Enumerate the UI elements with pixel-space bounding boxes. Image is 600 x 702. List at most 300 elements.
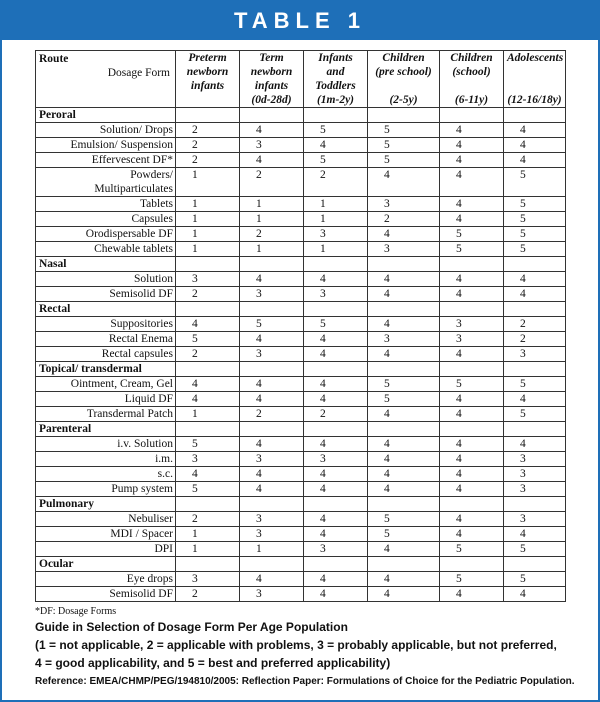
dosage-form-cell — [36, 212, 176, 227]
score-cell: 4 — [304, 377, 368, 392]
score-cell: 5 — [304, 317, 368, 332]
table-row — [36, 482, 566, 497]
dosage-form-cell — [36, 527, 176, 542]
score-cell: 4 — [240, 272, 304, 287]
header-row — [36, 51, 566, 108]
score-cell: 4 — [368, 542, 440, 557]
table-row — [36, 377, 566, 392]
column-header-line — [507, 65, 562, 79]
dosage-form-name: Rectal capsules — [101, 348, 173, 360]
section-empty-cell — [304, 557, 368, 572]
column-header-line: Term — [259, 52, 284, 64]
column-header-line: and — [326, 66, 345, 78]
dosage-form-cell — [36, 452, 176, 467]
score-cell: 4 — [440, 197, 504, 212]
dosage-form-cell — [36, 197, 176, 212]
score-cell: 3 — [240, 512, 304, 527]
route-label: Route — [39, 53, 69, 65]
score-cell: 4 — [504, 527, 566, 542]
section-empty-cell — [368, 362, 440, 377]
score-cell: 4 — [240, 123, 304, 138]
score-cell: 1 — [176, 212, 240, 227]
table-row — [36, 317, 566, 332]
section-empty-cell — [176, 497, 240, 512]
score-cell: 4 — [240, 153, 304, 168]
section-empty-cell — [504, 557, 566, 572]
score-cell: 5 — [240, 317, 304, 332]
score-cell: 4 — [440, 123, 504, 138]
score-cell: 5 — [368, 138, 440, 153]
column-header-line — [371, 79, 436, 93]
caption-legend-line-2: 4 = good applicability, and 5 = best and preferred applicability) — [35, 656, 391, 670]
column-header-line: (2-5y) — [389, 94, 418, 106]
table-row — [36, 123, 566, 138]
table-row — [36, 572, 566, 587]
section-route-label: Topical/ transdermal — [36, 362, 176, 377]
dosage-form-cell — [36, 347, 176, 362]
score-cell: 5 — [504, 542, 566, 557]
score-cell: 4 — [304, 527, 368, 542]
section-empty-cell — [440, 497, 504, 512]
score-cell: 5 — [440, 377, 504, 392]
dosage-form-name: Semisolid DF — [109, 588, 173, 600]
dosage-form-name: Eye drops — [126, 573, 173, 585]
score-cell: 3 — [504, 512, 566, 527]
section-row — [36, 302, 566, 317]
column-header-line: infants — [190, 80, 225, 92]
dosage-form-name: MDI / Spacer — [110, 528, 173, 540]
score-cell: 3 — [440, 332, 504, 347]
section-empty-cell — [304, 108, 368, 123]
score-cell: 5 — [440, 227, 504, 242]
column-header-line: (school) — [452, 66, 491, 78]
score-cell: 4 — [368, 407, 440, 422]
table-row — [36, 587, 566, 602]
dosage-form-name: Nebuliser — [128, 513, 173, 525]
section-empty-cell — [368, 557, 440, 572]
table-row — [36, 153, 566, 168]
column-header-preschool — [368, 51, 440, 108]
dosage-form-cell — [36, 317, 176, 332]
dosage-form-name: Powders/ — [130, 169, 173, 181]
table-row — [36, 138, 566, 153]
score-cell: 4 — [304, 482, 368, 497]
score-cell: 5 — [304, 153, 368, 168]
score-cell: 4 — [368, 317, 440, 332]
score-cell: 2 — [176, 512, 240, 527]
section-empty-cell — [504, 108, 566, 123]
section-empty-cell — [440, 362, 504, 377]
table-row — [36, 527, 566, 542]
section-empty-cell — [304, 257, 368, 272]
score-cell: 2 — [176, 347, 240, 362]
section-empty-cell — [504, 362, 566, 377]
score-cell: 4 — [440, 437, 504, 452]
score-cell: 4 — [176, 392, 240, 407]
score-cell: 5 — [504, 572, 566, 587]
section-empty-cell — [440, 557, 504, 572]
score-cell: 1 — [176, 407, 240, 422]
score-cell: 5 — [368, 153, 440, 168]
score-cell: 4 — [176, 467, 240, 482]
score-cell: 4 — [176, 317, 240, 332]
score-cell: 4 — [240, 572, 304, 587]
score-cell: 5 — [304, 123, 368, 138]
score-cell: 4 — [240, 467, 304, 482]
column-header-preterm — [176, 51, 240, 108]
score-cell: 5 — [440, 242, 504, 257]
section-empty-cell — [440, 257, 504, 272]
dosage-form-cell — [36, 482, 176, 497]
score-cell: 4 — [304, 512, 368, 527]
dosage-form-cell — [36, 153, 176, 168]
score-cell: 5 — [368, 527, 440, 542]
score-cell: 4 — [440, 407, 504, 422]
score-cell: 4 — [240, 437, 304, 452]
section-row — [36, 557, 566, 572]
section-route-label: Pulmonary — [36, 497, 176, 512]
dosage-form-cell — [36, 138, 176, 153]
dosage-form-name: Capsules — [131, 213, 173, 225]
score-cell: 4 — [368, 587, 440, 602]
score-cell: 4 — [504, 287, 566, 302]
score-cell: 2 — [304, 168, 368, 197]
column-header-line: Children — [450, 52, 493, 64]
score-cell: 5 — [368, 123, 440, 138]
score-cell: 3 — [304, 542, 368, 557]
column-header-line: infants — [254, 80, 289, 92]
score-cell: 4 — [368, 227, 440, 242]
score-cell: 4 — [368, 437, 440, 452]
score-cell: 4 — [440, 212, 504, 227]
section-empty-cell — [176, 557, 240, 572]
section-empty-cell — [504, 422, 566, 437]
score-cell: 4 — [368, 347, 440, 362]
section-empty-cell — [304, 302, 368, 317]
score-cell: 2 — [240, 227, 304, 242]
dosage-form-name: Transdermal Patch — [86, 408, 173, 420]
score-cell: 3 — [504, 347, 566, 362]
dosage-form-cell — [36, 587, 176, 602]
table-row — [36, 227, 566, 242]
score-cell: 3 — [240, 287, 304, 302]
table-row — [36, 287, 566, 302]
score-cell: 4 — [440, 138, 504, 153]
score-cell: 4 — [176, 377, 240, 392]
dosage-form-cell — [36, 227, 176, 242]
section-row — [36, 108, 566, 123]
column-header-line: Preterm — [188, 52, 227, 64]
score-cell: 4 — [440, 482, 504, 497]
score-cell: 3 — [304, 287, 368, 302]
section-empty-cell — [176, 302, 240, 317]
footnote: *DF: Dosage Forms — [35, 606, 117, 617]
score-cell: 5 — [504, 407, 566, 422]
table-body — [36, 108, 566, 602]
column-header-line: (0d-28d) — [251, 94, 292, 106]
table-row — [36, 467, 566, 482]
score-cell: 5 — [176, 437, 240, 452]
column-header-line — [507, 79, 562, 93]
column-header-adolescents — [504, 51, 566, 108]
table-row — [36, 272, 566, 287]
score-cell: 4 — [504, 272, 566, 287]
score-cell: 5 — [504, 197, 566, 212]
score-cell: 5 — [368, 512, 440, 527]
score-cell: 4 — [504, 153, 566, 168]
score-cell: 3 — [304, 227, 368, 242]
caption-reference: Reference: EMEA/CHMP/PEG/194810/2005: Reflection Paper: Formulations of Choice for the Pediatric Population. — [35, 676, 575, 687]
route-header — [36, 51, 176, 108]
score-cell: 4 — [368, 572, 440, 587]
caption-legend-line-1: (1 = not applicable, 2 = applicable with problems, 3 = probably applicable, but not preferred, — [35, 638, 557, 652]
score-cell: 3 — [504, 467, 566, 482]
section-row — [36, 422, 566, 437]
dosage-form-cell — [36, 287, 176, 302]
score-cell: 4 — [304, 467, 368, 482]
score-cell: 3 — [368, 332, 440, 347]
score-cell: 1 — [304, 242, 368, 257]
column-header-line: (6-11y) — [454, 94, 489, 106]
score-cell: 4 — [440, 587, 504, 602]
table-row — [36, 242, 566, 257]
table-row — [36, 332, 566, 347]
score-cell: 5 — [504, 227, 566, 242]
score-cell: 4 — [368, 287, 440, 302]
dosage-form-label: Dosage Form — [107, 67, 170, 79]
dosage-form-name: Solution — [134, 273, 173, 285]
dosage-form-cell — [36, 168, 176, 197]
score-cell: 4 — [504, 587, 566, 602]
score-cell: 4 — [440, 347, 504, 362]
table-banner: TABLE 1 — [2, 2, 598, 40]
score-cell: 2 — [504, 332, 566, 347]
score-cell: 1 — [176, 197, 240, 212]
score-cell: 4 — [440, 527, 504, 542]
score-cell: 3 — [368, 197, 440, 212]
dosage-form-name: s.c. — [157, 468, 173, 480]
dosage-form-name-line-2: Multiparticulates — [94, 183, 173, 195]
score-cell: 4 — [304, 347, 368, 362]
score-cell: 3 — [240, 138, 304, 153]
column-header-line: (1m-2y) — [316, 94, 355, 106]
score-cell: 3 — [240, 347, 304, 362]
table-row — [36, 197, 566, 212]
column-header-line: (12-16/18y) — [507, 94, 562, 106]
column-header-line: Adolescents — [507, 52, 564, 64]
score-cell: 4 — [304, 332, 368, 347]
score-cell: 4 — [504, 437, 566, 452]
section-empty-cell — [240, 108, 304, 123]
score-cell: 2 — [176, 123, 240, 138]
score-cell: 2 — [176, 138, 240, 153]
dosage-form-name: DPI — [154, 543, 173, 555]
score-cell: 4 — [440, 153, 504, 168]
column-header-line: newborn — [250, 66, 293, 78]
dosage-form-cell — [36, 242, 176, 257]
score-cell: 2 — [504, 317, 566, 332]
dosage-form-cell — [36, 437, 176, 452]
dosage-form-table — [35, 50, 566, 602]
score-cell: 4 — [240, 377, 304, 392]
score-cell: 4 — [304, 272, 368, 287]
dosage-form-name: Orodispersable DF — [85, 228, 173, 240]
column-header-line: Toddlers — [315, 80, 356, 92]
table-row — [36, 452, 566, 467]
table-row — [36, 168, 566, 197]
dosage-form-name: Rectal Enema — [108, 333, 173, 345]
score-cell: 4 — [368, 452, 440, 467]
score-cell: 4 — [440, 467, 504, 482]
section-empty-cell — [440, 108, 504, 123]
score-cell: 2 — [240, 168, 304, 197]
section-empty-cell — [176, 257, 240, 272]
score-cell: 4 — [368, 272, 440, 287]
score-cell: 4 — [368, 482, 440, 497]
dosage-form-cell — [36, 272, 176, 287]
score-cell: 3 — [304, 452, 368, 467]
score-cell: 1 — [176, 542, 240, 557]
dosage-form-name: Semisolid DF — [109, 288, 173, 300]
dosage-form-cell — [36, 542, 176, 557]
score-cell: 4 — [504, 392, 566, 407]
section-empty-cell — [368, 257, 440, 272]
score-cell: 2 — [304, 407, 368, 422]
score-cell: 4 — [504, 138, 566, 153]
section-empty-cell — [504, 497, 566, 512]
score-cell: 4 — [440, 168, 504, 197]
dosage-form-name: i.v. Solution — [117, 438, 173, 450]
score-cell: 4 — [440, 287, 504, 302]
section-empty-cell — [240, 257, 304, 272]
section-empty-cell — [176, 362, 240, 377]
score-cell: 4 — [440, 452, 504, 467]
score-cell: 3 — [504, 482, 566, 497]
score-cell: 1 — [176, 227, 240, 242]
dosage-form-cell — [36, 467, 176, 482]
score-cell: 1 — [176, 527, 240, 542]
score-cell: 4 — [304, 572, 368, 587]
section-empty-cell — [368, 497, 440, 512]
score-cell: 4 — [440, 272, 504, 287]
section-empty-cell — [368, 422, 440, 437]
score-cell: 4 — [440, 512, 504, 527]
score-cell: 4 — [240, 482, 304, 497]
score-cell: 4 — [304, 138, 368, 153]
table-row — [36, 512, 566, 527]
score-cell: 4 — [304, 392, 368, 407]
dosage-form-cell — [36, 572, 176, 587]
score-cell: 1 — [240, 212, 304, 227]
column-header-infants — [304, 51, 368, 108]
dosage-form-name: Emulsion/ Suspension — [70, 139, 173, 151]
column-header-line — [443, 79, 500, 93]
section-empty-cell — [304, 497, 368, 512]
score-cell: 5 — [504, 377, 566, 392]
section-empty-cell — [176, 422, 240, 437]
score-cell: 1 — [304, 212, 368, 227]
column-header-school — [440, 51, 504, 108]
section-empty-cell — [304, 362, 368, 377]
section-empty-cell — [504, 302, 566, 317]
column-header-line: Children — [382, 52, 425, 64]
section-route-label: Rectal — [36, 302, 176, 317]
section-route-label: Parenteral — [36, 422, 176, 437]
score-cell: 4 — [368, 168, 440, 197]
section-empty-cell — [176, 108, 240, 123]
score-cell: 2 — [240, 407, 304, 422]
score-cell: 4 — [240, 332, 304, 347]
score-cell: 1 — [240, 542, 304, 557]
score-cell: 5 — [504, 212, 566, 227]
score-cell: 3 — [176, 572, 240, 587]
section-empty-cell — [368, 302, 440, 317]
column-header-term — [240, 51, 304, 108]
section-empty-cell — [440, 422, 504, 437]
score-cell: 3 — [240, 452, 304, 467]
score-cell: 1 — [176, 242, 240, 257]
section-route-label: Nasal — [36, 257, 176, 272]
section-route-label: Ocular — [36, 557, 176, 572]
dosage-form-name: Tablets — [139, 198, 173, 210]
table-row — [36, 407, 566, 422]
table-row — [36, 392, 566, 407]
score-cell: 2 — [176, 153, 240, 168]
score-cell: 3 — [368, 242, 440, 257]
dosage-form-name: Pump system — [111, 483, 173, 495]
score-cell: 1 — [304, 197, 368, 212]
section-row — [36, 362, 566, 377]
dosage-form-name: i.m. — [155, 453, 173, 465]
score-cell: 1 — [176, 168, 240, 197]
score-cell: 5 — [504, 242, 566, 257]
dosage-form-cell — [36, 123, 176, 138]
score-cell: 1 — [240, 242, 304, 257]
score-cell: 2 — [176, 287, 240, 302]
score-cell: 5 — [440, 572, 504, 587]
score-cell: 2 — [176, 587, 240, 602]
section-row — [36, 257, 566, 272]
section-row — [36, 497, 566, 512]
dosage-form-cell — [36, 332, 176, 347]
section-route-label: Peroral — [36, 108, 176, 123]
score-cell: 5 — [440, 542, 504, 557]
score-cell: 3 — [240, 527, 304, 542]
score-cell: 5 — [176, 482, 240, 497]
section-empty-cell — [240, 362, 304, 377]
score-cell: 4 — [240, 392, 304, 407]
score-cell: 5 — [368, 392, 440, 407]
table-row — [36, 437, 566, 452]
dosage-form-cell — [36, 512, 176, 527]
table-row — [36, 347, 566, 362]
dosage-form-cell — [36, 407, 176, 422]
score-cell: 5 — [504, 168, 566, 197]
section-empty-cell — [504, 257, 566, 272]
score-cell: 3 — [176, 272, 240, 287]
score-cell: 2 — [368, 212, 440, 227]
score-cell: 4 — [440, 392, 504, 407]
dosage-form-name: Solution/ Drops — [99, 124, 173, 136]
section-empty-cell — [368, 108, 440, 123]
score-cell: 1 — [240, 197, 304, 212]
section-empty-cell — [240, 302, 304, 317]
dosage-form-name: Ointment, Cream, Gel — [70, 378, 173, 390]
dosage-form-name: Chewable tablets — [94, 243, 173, 255]
column-header-line: (pre school) — [375, 66, 432, 78]
section-empty-cell — [240, 557, 304, 572]
dosage-form-name: Liquid DF — [124, 393, 173, 405]
